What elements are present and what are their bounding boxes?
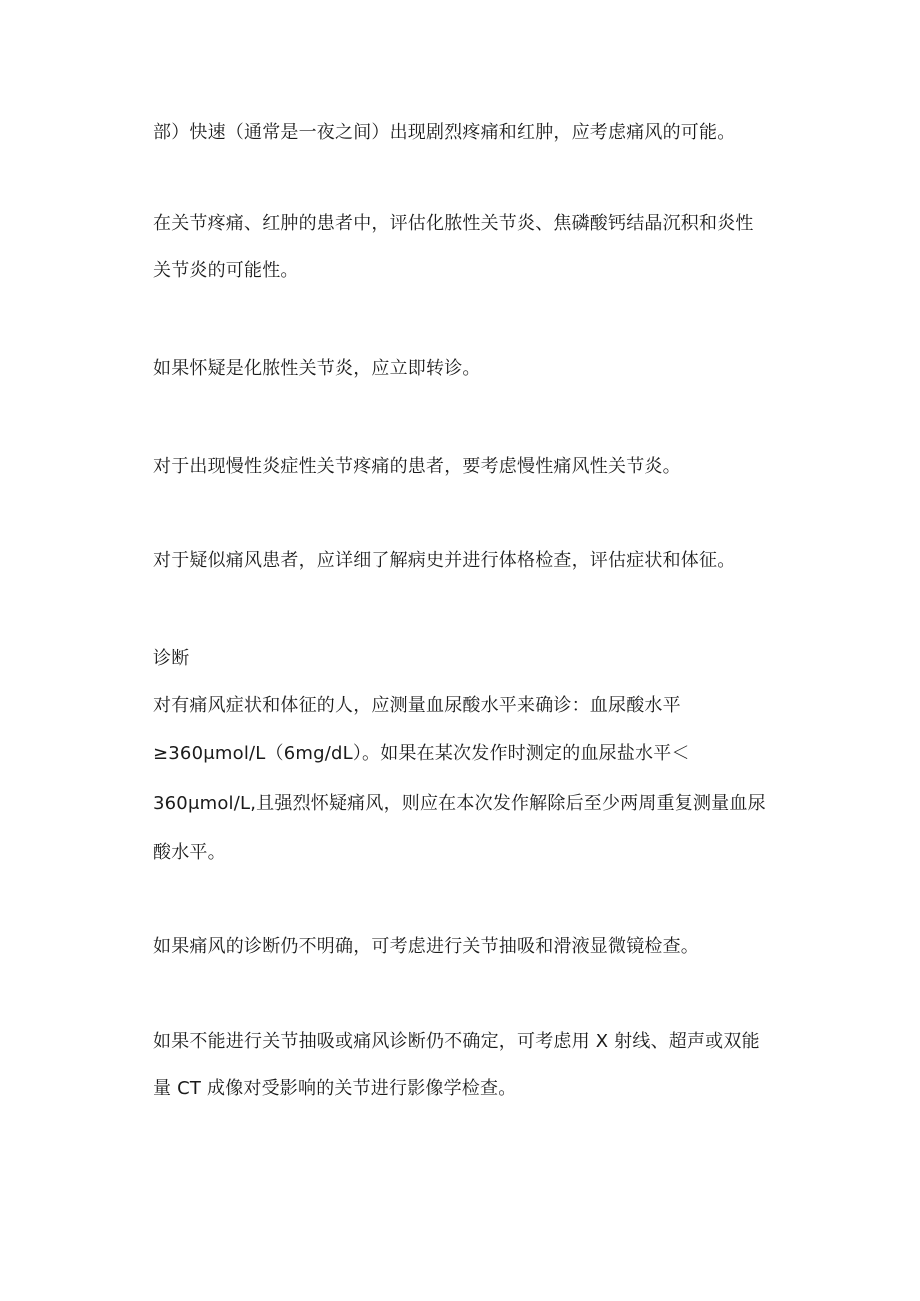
paragraph-line-10: 360μmol∕L,且强烈怀疑痛风，则应在本次发作解除后至少两周重复测量血尿 xyxy=(153,793,766,814)
paragraph-line-11: 酸水平。 xyxy=(153,842,226,863)
section-heading-diagnosis: 诊断 xyxy=(153,648,190,669)
paragraph-line-2: 在关节疼痛、红肿的患者中，评估化脓性关节炎、焦磷酸钙结晶沉积和炎性 xyxy=(153,213,754,234)
paragraph-line-14: 量 CT 成像对受影响的关节进行影像学检查。 xyxy=(153,1078,517,1099)
paragraph-line-5: 对于出现慢性炎症性关节疼痛的患者，要考虑慢性痛风性关节炎。 xyxy=(153,456,681,477)
paragraph-line-12: 如果痛风的诊断仍不明确，可考虑进行关节抽吸和滑液显微镜检查。 xyxy=(153,936,699,957)
paragraph-line-1: 部）快速（通常是一夜之间）出现剧烈疼痛和红肿，应考虑痛风的可能。 xyxy=(153,122,736,143)
paragraph-line-6: 对于疑似痛风患者，应详细了解病史并进行体格检查，评估症状和体征。 xyxy=(153,550,736,571)
paragraph-line-3: 关节炎的可能性。 xyxy=(153,260,299,281)
paragraph-line-9: ≥360μmol∕L（6mg/dL）。如果在某次发作时测定的血尿盐水平＜ xyxy=(153,743,690,764)
paragraph-line-4: 如果怀疑是化脓性关节炎，应立即转诊。 xyxy=(153,358,481,379)
paragraph-line-8: 对有痛风症状和体征的人，应测量血尿酸水平来确诊：血尿酸水平 xyxy=(153,695,681,716)
paragraph-line-13: 如果不能进行关节抽吸或痛风诊断仍不确定，可考虑用 X 射线、超声或双能 xyxy=(153,1031,760,1052)
